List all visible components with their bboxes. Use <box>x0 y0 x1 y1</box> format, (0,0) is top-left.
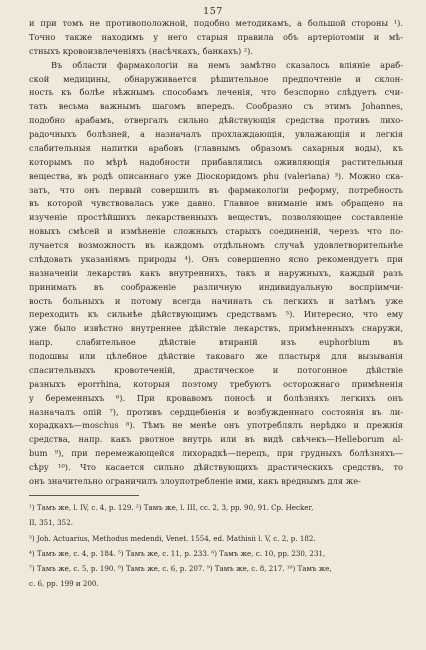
text-line: зать, что онъ первый совершилъ въ фармакологіи реформу, потребность <box>29 184 403 195</box>
text-line: которымъ по мѣрѣ надобности прибавлялись оживляющія растительныя <box>29 156 403 167</box>
footnote-line: ³) Joh. Actuarius, Methodus medendi, Venet. 1554, ed. Mathisii l. V, c. 2, p. 182. <box>29 533 316 543</box>
text-line: переходить къ сильнѣе дѣйствующимъ средствамъ ⁵). Интересно, что ему <box>29 309 403 320</box>
main-text <box>29 17 403 489</box>
text-line: сѣру ¹⁰). Что касается сильно дѣйствующихъ драстическихъ средствъ, то <box>29 462 403 472</box>
text-line: подошвы или цѣлебное дѣйствіе таковаго же пластыря для вызыванія <box>29 351 403 361</box>
text-line: Точно также находимъ у него старыя правила объ артеріотоміи и мѣ- <box>29 31 403 42</box>
text-line: хорадкахъ—moschus ⁸). Тѣмъ не менѣе онъ употреблялъ нерѣдко и прежнія <box>29 420 403 431</box>
text-line: Въ области фармакологіи на немъ замѣтно сказалось вліяніе араб- <box>51 59 403 70</box>
text-line: тать весьма важнымъ шагомъ впередъ. Сообразно съ этимъ Johannes, <box>29 101 403 112</box>
text-line: слабительныя напитки арабовъ (главнымъ образомъ сахарныя воды), къ <box>29 142 403 153</box>
text-line: вещества, въ родѣ описаннаго уже Діоскоридомъ phu (valeriana) ³). Можно ска- <box>29 170 403 181</box>
text-line: стныхъ кровоизвлеченіяхъ (насѣчкахъ, банкахъ) ²). <box>29 45 254 56</box>
text-line: новыхъ смѣсей и измѣненіе сложныхъ старыхъ соединеній, черезъ что по- <box>29 226 403 237</box>
text-line: напр. слабительное дѣйствіе втираній изъ euphorbium въ <box>29 337 403 348</box>
text-line: разныхъ ероrrhinа, которыя поэтому требуютъ осторожнаго примѣненія <box>29 378 403 389</box>
text-line: bum ⁹), при перемежающейся лихорадкѣ—перецъ, при грудныхъ болѣзняхъ— <box>29 448 403 459</box>
text-line: средства, напр. какъ рвотное внутрь или въ видѣ свѣчекъ—Helleborum al- <box>29 434 403 445</box>
footnote-line: II, 351, 352. <box>29 518 73 528</box>
text-line: уже было извѣстно внутреннее дѣйствіе лекарствъ, примѣненныхъ снаружи, <box>29 323 403 334</box>
text-line: спасительныхъ кровотеченій, драстическое и потогонное дѣйствіе <box>29 364 403 375</box>
text-line: принимать въ соображеніе различную индивидуальную воспріимчи- <box>29 281 403 292</box>
text-line: радочныхъ болѣзней, а назначалъ прохлаждающія, увлажающія и легкія <box>29 129 403 139</box>
text-line: назначалъ опій ⁷), противъ сердцебіенія и возбужденнаго состоянія въ ли- <box>29 406 403 417</box>
page-number: 157 <box>203 6 223 17</box>
text-line: ность къ болѣе нѣжнымъ способамъ леченія, что безспорно слѣдуетъ счи- <box>29 87 403 98</box>
text-line: вость больныхъ и потому всегда начинать съ легкихъ и затѣмъ уже <box>29 295 403 306</box>
footnote-line: c. 6, pp. 199 и 200. <box>29 579 99 589</box>
footnote-line: ⁴) Тамъ же, c. 4, p. 184. ⁵) Тамъ же, c. 11, p. 233. ⁶) Тамъ же, c. 10, pp. 230, 231, <box>29 548 326 558</box>
text-line: ской медицины, обнаруживается рѣшительное предпочтеніе и склон- <box>29 73 403 84</box>
text-line: у беременныхъ ⁶). При кровавомъ поносѣ и болѣзняхъ легкихъ онъ <box>29 392 403 403</box>
text-line: въ которой чувствовалась уже давно. Главное вниманіе имъ обращено на <box>29 198 403 209</box>
footnote-line: ¹) Тамъ же, l. IV, c. 4, p. 129. ²) Тамъ же, l. III, cc. 2, 3, pp. 90, 91. Ср. Hecker, <box>29 503 314 512</box>
text-line: онъ значительно ограничилъ злоупотребленіе ими, какъ вреднымъ для же- <box>29 475 361 486</box>
text-line: слѣдовать указаніямъ природы ⁴). Онъ совершенно ясно рекомендуетъ при <box>29 253 403 264</box>
footnote-line: ⁷) Тамъ же, c. 5, p. 190. ⁸) Тамъ же, c. 6, p. 207. ⁹) Тамъ же, c. 8, 217. ¹⁰) Тамъ же, <box>29 564 332 574</box>
footnotes <box>29 500 403 592</box>
text-line: изученіе простѣйшихъ лекарственныхъ веществъ, позволяющее составленіе <box>29 212 403 223</box>
footnote-rule <box>29 495 139 496</box>
text-line: назначеніи лекарствъ какъ внутреннихъ, такъ и наружныхъ, каждый разъ <box>29 267 403 278</box>
text-line: лучается возможность въ каждомъ отдѣльномъ случаѣ удовлетворительнѣе <box>29 240 403 250</box>
text-line: подобно арабамъ, отвергалъ сильно дѣйствующія средства противъ лихо- <box>29 115 403 126</box>
text-line: и при томъ не противоположной, подобно методикамъ, а большой стороны ¹). <box>29 18 403 28</box>
